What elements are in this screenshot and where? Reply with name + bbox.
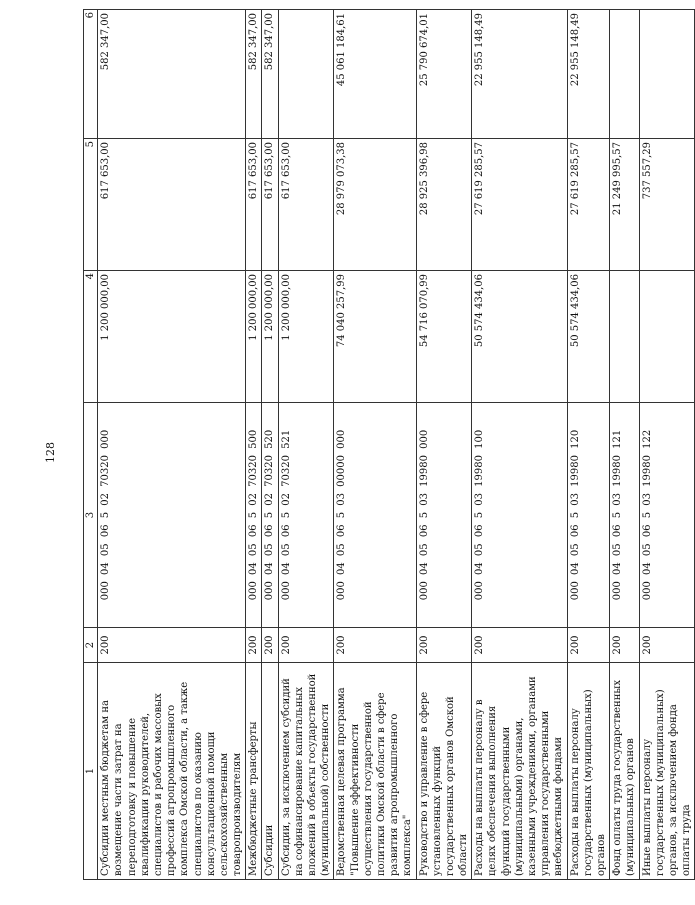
table-row — [98, 10, 246, 880]
row-name: Фонд оплаты труда государственных (муниципальных) органов — [610, 663, 639, 880]
row-col6: 25 790 674,01 — [416, 10, 472, 139]
row-code: 200 — [567, 628, 610, 663]
page-number: 128 — [44, 442, 57, 463]
row-col4: 1 200 000,00 — [246, 271, 262, 403]
row-name: Субсидии — [262, 663, 278, 880]
row-col4: 74 040 257,99 — [334, 271, 416, 403]
header-col-1: 1 — [84, 663, 98, 880]
row-col5: 617 653,00 — [98, 139, 246, 271]
row-col6 — [278, 10, 334, 139]
row-col4: 1 200 000,00 — [98, 271, 246, 403]
row-code: 200 — [246, 628, 262, 663]
row-col5: 27 619 285,57 — [472, 139, 567, 271]
header-col-5: 5 — [84, 139, 98, 271]
row-code: 200 — [639, 628, 695, 663]
row-name: Расходы на выплаты персоналу в целях обеспечения выполнения функций государственными (муниципальными) органами, казенными учреждениями, органами управления государственными внебюджетными фондами — [472, 663, 567, 880]
table-row — [246, 10, 262, 880]
row-col5: 27 619 285,57 — [567, 139, 610, 271]
row-col4: 50 574 434,06 — [472, 271, 567, 403]
row-col6: 22 955 148,49 — [567, 10, 610, 139]
row-col6 — [610, 10, 639, 139]
row-classification: 000 04 05 06 5 02 70320 520 — [262, 403, 278, 628]
row-col6: 582 347,00 — [246, 10, 262, 139]
row-code: 200 — [262, 628, 278, 663]
table-row — [334, 10, 416, 880]
budget-table — [83, 9, 695, 880]
table-row — [610, 10, 639, 880]
row-col4 — [639, 271, 695, 403]
row-name: Руководство и управление в сфере установленных функций государственных органов Омской области — [416, 663, 472, 880]
row-code: 200 — [98, 628, 246, 663]
table-row — [262, 10, 278, 880]
row-col6: 582 347,00 — [98, 10, 246, 139]
row-name: Субсидии, за исключением субсидий на софинансирование капитальных вложений в объекты государственной (муниципальной) собственности — [278, 663, 334, 880]
row-col5: 617 653,00 — [278, 139, 334, 271]
row-col5: 737 557,29 — [639, 139, 695, 271]
header-col-4: 4 — [84, 271, 98, 403]
row-col5: 21 249 995,57 — [610, 139, 639, 271]
row-col4: 54 716 070,99 — [416, 271, 472, 403]
row-code: 200 — [278, 628, 334, 663]
row-classification: 000 04 05 06 5 03 19980 122 — [639, 403, 695, 628]
row-classification: 000 04 05 06 5 03 00000 000 — [334, 403, 416, 628]
table-row — [567, 10, 610, 880]
row-col4: 1 200 000,00 — [278, 271, 334, 403]
row-col5: 617 653,00 — [246, 139, 262, 271]
row-name: Субсидии местным бюджетам на возмещение части затрат на переподготовку и повышение квалификации руководителей, специалистов и рабочих массовых профессий агропромышленного комплекса Омской области, а также специалистов по оказанию консультационной помощи сельскохозяйственным товаропроизводителям — [98, 663, 246, 880]
row-classification: 000 04 05 06 5 02 70320 500 — [246, 403, 262, 628]
header-col-3: 3 — [84, 403, 98, 628]
row-code: 200 — [334, 628, 416, 663]
row-col5: 617 653,00 — [262, 139, 278, 271]
row-col6: 582 347,00 — [262, 10, 278, 139]
row-classification: 000 04 05 06 5 02 70320 000 — [98, 403, 246, 628]
row-classification: 000 04 05 06 5 02 70320 521 — [278, 403, 334, 628]
row-code: 200 — [610, 628, 639, 663]
row-name: Межбюджетные трансферты — [246, 663, 262, 880]
table-row — [472, 10, 567, 880]
row-col4: 50 574 434,06 — [567, 271, 610, 403]
row-col6: 45 061 184,61 — [334, 10, 416, 139]
row-classification: 000 04 05 06 5 03 19980 121 — [610, 403, 639, 628]
row-name: Иные выплаты персоналу государственных (муниципальных) органов, за исключением фонда оплаты труда — [639, 663, 695, 880]
table-row — [416, 10, 472, 880]
budget-table-container — [83, 12, 693, 880]
row-name: Расходы на выплаты персоналу государственных (муниципальных) органов — [567, 663, 610, 880]
row-classification: 000 04 05 06 5 03 19980 000 — [416, 403, 472, 628]
table-row — [278, 10, 334, 880]
row-code: 200 — [416, 628, 472, 663]
table-row — [639, 10, 695, 880]
row-col5: 28 925 396,98 — [416, 139, 472, 271]
row-classification: 000 04 05 06 5 03 19980 120 — [567, 403, 610, 628]
header-row — [84, 10, 98, 880]
row-name: Ведомственная целевая программа "Повышение эффективности осуществления государственной политики Омской области в сфере развития агропромышленного комплекса" — [334, 663, 416, 880]
row-col6 — [639, 10, 695, 139]
header-col-2: 2 — [84, 628, 98, 663]
row-classification: 000 04 05 06 5 03 19980 100 — [472, 403, 567, 628]
row-col4: 1 200 000,00 — [262, 271, 278, 403]
row-code: 200 — [472, 628, 567, 663]
header-col-6: 6 — [84, 10, 98, 139]
row-col5: 28 979 073,38 — [334, 139, 416, 271]
row-col4 — [610, 271, 639, 403]
row-col6: 22 955 148,49 — [472, 10, 567, 139]
